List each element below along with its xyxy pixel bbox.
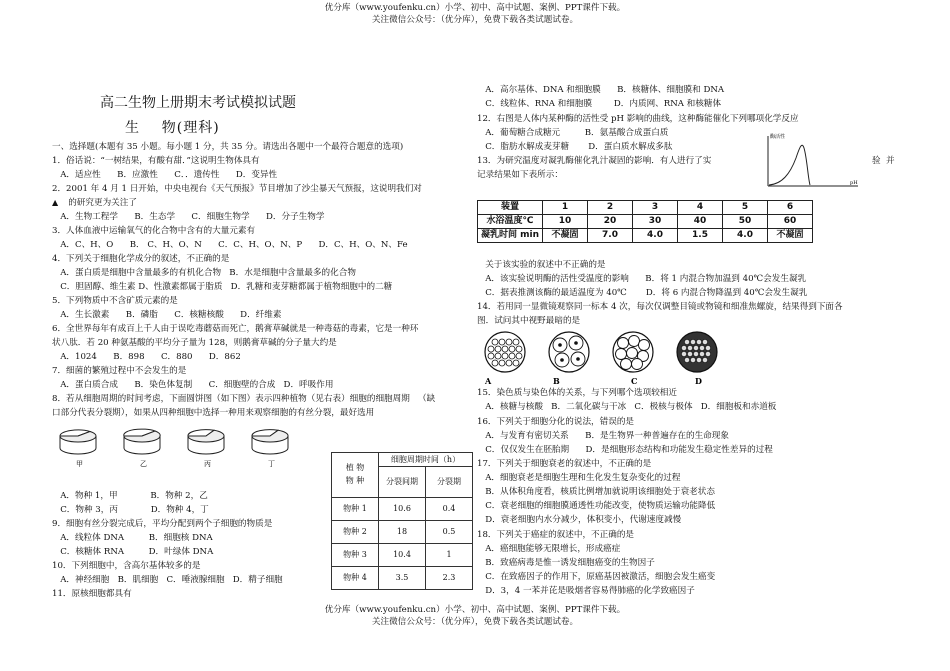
- q6-options: A．1024 B．898 C．880 D．862: [52, 352, 241, 362]
- view-label-b: B: [553, 376, 560, 386]
- q13-text-cont: 记录结果如下表所示：: [477, 170, 563, 180]
- q8-text-cont: 口部分代表分裂期），如果从四种细胞中选择一种用来观察细胞的有丝分裂，最好选用: [52, 408, 375, 418]
- pie-label-jia: 甲: [76, 460, 83, 468]
- t13-cell: 20: [588, 215, 633, 229]
- pie-jia: [60, 430, 96, 454]
- q16-options-cd: C．仅仅发生在胚胎期 D．是细胞形态结构和功能发生稳定性差异的过程: [477, 445, 773, 455]
- q18-option-d: D．3，4 一苯并芘是吸烟者容易得肺癌的化学致癌因子: [477, 586, 695, 596]
- pie-label-bing: 丙: [204, 460, 211, 468]
- q7-text: 7．细菌的繁殖过程中不会发生的是: [52, 366, 187, 376]
- q8-options-cd: C．物种 3，丙 D．物种 4，丁: [52, 505, 209, 515]
- t8-cell: 物种 1: [332, 498, 379, 521]
- table-row: [332, 521, 473, 544]
- q17-option-c: C．衰老细胞的细胞膜通透性功能改变，使物质运输功能降低: [477, 501, 716, 511]
- q15-options: A．核糖与核酸 B．二氧化碳与干冰 C．极核与极体 D．细胞板和赤道板: [477, 402, 777, 412]
- table-row: [332, 498, 473, 521]
- temperature-table: [477, 200, 813, 243]
- q9-text: 9．细胞有丝分裂完成后，平均分配到两个子细胞的物质是: [52, 519, 273, 529]
- q18-text: 18．下列关于癌症的叙述中，不正确的是: [477, 530, 635, 540]
- q17-option-b: B．从体积角度看，核质比例增加就说明该细胞处于衰老状态: [477, 487, 715, 497]
- view-d: [677, 332, 717, 372]
- t13-cell: 40: [678, 215, 723, 229]
- t13-cell: 3: [633, 201, 678, 215]
- view-b: [549, 332, 589, 372]
- triangle-icon: ▲: [52, 198, 59, 207]
- footer-line-2: 关注微信公众号：（优分库），免费下载各类试题试卷。: [371, 617, 579, 627]
- view-label-a: A: [485, 376, 492, 386]
- q8-text: 8．若从细胞周期的时间考虑，下面圆饼图（如下图）表示四种植物（见右表）细胞的细胞周期 （缺: [52, 394, 436, 404]
- q17-text: 17．下列关于细胞衰老的叙述中，不正确的是: [477, 459, 652, 469]
- graph-ylabel: 酶活性: [770, 134, 786, 140]
- q8-options-ab: A．物种 1，甲 B．物种 2，乙: [52, 491, 208, 501]
- page-title: 高二生物上册期末考试模拟试题: [100, 95, 296, 111]
- t13-cell: 4.0: [723, 229, 768, 243]
- q12-options-ab: A．葡萄糖合成糖元 B．氨基酸合成蛋白质: [477, 128, 669, 138]
- q2-text-cont: 的研究更为关注了: [60, 198, 137, 208]
- t13-cell: 2: [588, 201, 633, 215]
- t13-cell: 4: [678, 201, 723, 215]
- t8-cell: 0.5: [426, 521, 473, 544]
- pie-yi: [124, 429, 160, 454]
- q2-text: 2．2001 年 4 月 1 日开始，中央电视台《天气预报》节目增加了沙尘暴天气预报，这说明我们对: [52, 184, 422, 194]
- q17-option-a: A．细胞衰老是细胞生理和生化发生复杂变化的过程: [477, 473, 681, 483]
- t13-cell: 5: [723, 201, 768, 215]
- ph-activity-graph: [760, 128, 864, 192]
- t8-cell: 10.6: [379, 498, 426, 521]
- view-label-d: D: [695, 376, 702, 386]
- q10-text: 10．下列细胞中，含高尔基体较多的是: [52, 561, 201, 571]
- t13-cell: 50: [723, 215, 768, 229]
- t13-cell: 60: [768, 215, 813, 229]
- cell-cycle-pies: [56, 424, 306, 470]
- graph-xlabel: pH: [850, 180, 858, 186]
- q14-text: 14．若用同一显微镜观察同一标本 4 次，每次仅调整目镜或物镜和细准焦螺旋，结果得到下面各: [477, 302, 843, 312]
- q13-text: 13．为研究温度对凝乳酶催化乳汁凝固的影响．有人进行了实: [477, 156, 712, 166]
- table-row: [478, 215, 813, 229]
- table-row: [478, 201, 813, 215]
- t13-cell: 1: [543, 201, 588, 215]
- pie-label-ding: 丁: [268, 460, 275, 468]
- t8-cell: 18: [379, 521, 426, 544]
- t8-header-time: 细胞周期时间（h）: [379, 453, 473, 467]
- pie-ding: [252, 430, 288, 454]
- t8-cell: 10.4: [379, 544, 426, 567]
- q7-options: A．蛋白质合成 B．染色体复制 C．细胞壁的合成 D．呼吸作用: [52, 380, 334, 390]
- header-line-2: 关注微信公众号：（优分库），免费下载各类试题试卷。: [371, 15, 579, 25]
- q10-options: A．神经细胞 B．肌细胞 C．唾液腺细胞 D．精子细胞: [52, 575, 283, 585]
- q4-options-cd: C．胆固醇、维生素 D、性激素都属于脂质 D．乳糖和麦芽糖都属于植物细胞中的二糖: [52, 282, 393, 292]
- t13-cell: 6: [768, 201, 813, 215]
- t8-cell: 2.3: [426, 567, 473, 590]
- microscope-views: [483, 330, 723, 388]
- t13-cell: 1.5: [678, 229, 723, 243]
- q1-options: A．适应性 B．应激性 C．．遗传性 D．变异性: [52, 170, 278, 180]
- q3-options: A．C、H、O B． C、H、O、N C．C、H、O、N、P D．C、H、O、N、Fe: [52, 240, 408, 250]
- t13-cell: 不凝固: [768, 229, 813, 243]
- page-subtitle: 生 物(理科): [125, 120, 220, 136]
- header-line-1: 优分库（www.youfenku.cn）小学、初中、高中试题、案例、PPT课件下载。: [324, 3, 626, 13]
- t13-cell: 7.0: [588, 229, 633, 243]
- q6-text: 6．全世界每年有成百上千人由于误吃毒蘑菇而死亡，鹅膏草碱就是一种毒菇的毒素，它是一种环: [52, 324, 419, 334]
- q4-options-ab: A．蛋白质是细胞中含量最多的有机化合物 B．水是细胞中含量最多的化合物: [52, 268, 356, 278]
- view-label-c: C: [631, 376, 638, 386]
- t13-cell: 水浴温度℃: [478, 215, 543, 229]
- pie-label-yi: 乙: [140, 460, 147, 468]
- t13-cell: 凝乳时间 min: [478, 229, 543, 243]
- t8-cell: 物种 2: [332, 521, 379, 544]
- q5-text: 5．下列物质中不含矿质元素的是: [52, 296, 178, 306]
- q16-options-ab: A．与发育有密切关系 B．是生物界一种普遍存在的生命现象: [477, 431, 729, 441]
- table-row: [478, 229, 813, 243]
- t8-header-interphase: 分裂间期: [379, 467, 426, 498]
- q4-text: 4．下列关于细胞化学成分的叙述，不正确的是: [52, 254, 230, 264]
- q1-text: 1．俗话说：“一树结果，有酸有甜．”这说明生物体具有: [52, 156, 260, 166]
- t13-cell: 4.0: [633, 229, 678, 243]
- q2-options: A．生物工程学 B．生态学 C．细胞生物学 D．分子生物学: [52, 212, 325, 222]
- q13-text-tail: 验 并: [872, 156, 895, 166]
- t8-cell: 物种 4: [332, 567, 379, 590]
- t13-cell: 10: [543, 215, 588, 229]
- q12-text: 12．右图是人体内某种酶的活性受 pH 影响的曲线，这种酶能催化下列哪项化学反应: [477, 114, 799, 124]
- species-cycle-table: [331, 452, 473, 590]
- t13-cell: 不凝固: [543, 229, 588, 243]
- q3-text: 3．人体血液中运输氧气的化合物中含有的大量元素有: [52, 226, 256, 236]
- t8-cell: 0.4: [426, 498, 473, 521]
- table-row: [332, 567, 473, 590]
- q5-options: A．生长激素 B．磷脂 C．核糖核酸 D．纤维素: [52, 310, 282, 320]
- q9-options-cd: C．核糖体 RNA D．叶绿体 DNA: [52, 547, 214, 557]
- view-c: [613, 332, 653, 372]
- q13-options-cd: C．据表推测该酶的最适温度为 40℃ D．将 6 内混合物降温到 40℃会发生凝乳: [477, 288, 808, 298]
- q14-text-cont: 图．试问其中视野最暗的是: [477, 316, 581, 326]
- q9-options-ab: A．线粒体 DNA B．细胞核 DNA: [52, 533, 213, 543]
- t8-cell: 3.5: [379, 567, 426, 590]
- q18-option-a: A．癌细胞能够无限增长，形成癌症: [477, 544, 621, 554]
- t13-cell: 装置: [478, 201, 543, 215]
- pie-bing: [188, 430, 224, 454]
- t8-cell: 1: [426, 544, 473, 567]
- q13-options-ab: A．该实验说明酶的活性受温度的影响 B．将 1 内混合物加温到 40℃会发生凝乳: [477, 274, 807, 284]
- q15-text: 15．染色质与染色体的关系，与下列哪个选项较相近: [477, 388, 677, 398]
- q13-ask: 关于该实验的叙述中不正确的是: [477, 260, 606, 270]
- table-row: [332, 544, 473, 567]
- section-heading: 一、选择题(本题有 35 小题。每小题 1 分，共 35 分。请选出各题中一个最符合题意的选项): [52, 142, 404, 152]
- q18-option-b: B．致癌病毒是惟一诱发细胞癌变的生物因子: [477, 558, 655, 568]
- q11-text: 11．原核细胞都具有: [52, 589, 132, 599]
- footer-line-1: 优分库（www.youfenku.cn）小学、初中、高中试题、案例、PPT课件下载。: [324, 605, 626, 615]
- q12-options-cd: C．脂肪水解成麦芽糖 D．蛋白质水解成多肽: [477, 142, 673, 152]
- t8-cell: 物种 3: [332, 544, 379, 567]
- q16-text: 16．下列关于细胞分化的说法，错误的是: [477, 417, 635, 427]
- t8-header-species: 植 物 物 种: [332, 453, 379, 498]
- t8-header-mitosis: 分裂期: [426, 467, 473, 498]
- activity-curve: [769, 145, 810, 185]
- q18-option-c: C．在致癌因子的作用下，原癌基因被激活，细胞会发生癌变: [477, 572, 716, 582]
- view-a: [485, 332, 525, 372]
- t13-cell: 30: [633, 215, 678, 229]
- q6-text-cont: 状八肽．若 20 种氨基酸的平均分子量为 128，则鹅膏草碱的分子量大约是: [52, 338, 337, 348]
- q17-option-d: D．衰老细胞内水分减少，体积变小，代谢速度减慢: [477, 515, 682, 525]
- q11-options-cd: C．线粒体、RNA 和细胞膜 D．内质网、RNA 和核糖体: [477, 99, 722, 109]
- q11-options-ab: A．高尔基体、DNA 和细胞膜 B．核糖体、细胞膜和 DNA: [477, 85, 725, 95]
